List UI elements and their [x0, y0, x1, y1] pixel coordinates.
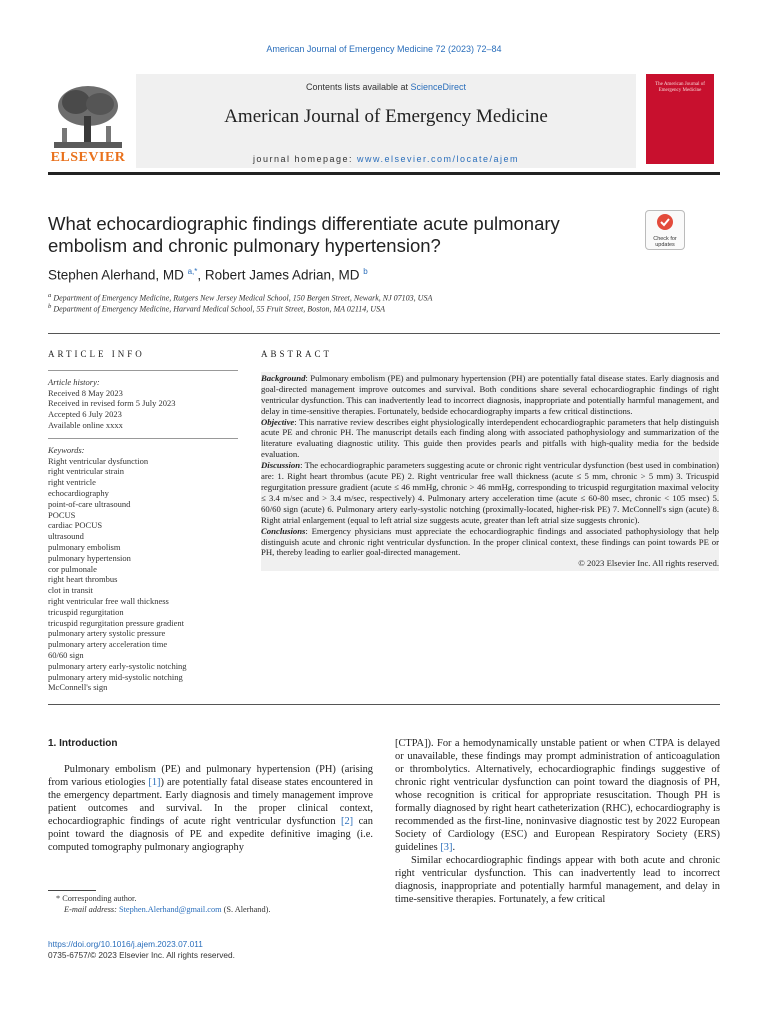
contents-prefix: Contents lists available at [305, 82, 411, 92]
journal-info-box [136, 74, 636, 168]
article-info-heading: ARTICLE INFO [48, 349, 145, 359]
paragraph-text: can point toward the diagnosis of PE and expedite definitive imaging (i.e. computed tomography pulmonary angiography [48, 816, 373, 853]
affiliation-mark: b [48, 303, 52, 310]
keyword: tricuspid regurgitation [48, 606, 124, 617]
abstract-text: : Emergency physicians must appreciate the echocardiographic findings and associated pathophysiology that help distinguish acute and chronic right ventricular dysfunction. In the proper clinical context, these findings can point towards PE or PH, thereby leading to earlier goal-directed management. [261, 525, 719, 558]
doi-link[interactable]: https://doi.org/10.1016/j.ajem.2023.07.011 [48, 939, 203, 949]
reference-link[interactable]: [3] [440, 842, 453, 853]
history-item: Available online xxxx [48, 419, 123, 430]
article-title: What echocardiographic findings differentiate acute pulmonary embolism and chronic pulmonary hypertension? [48, 213, 560, 256]
keyword: echocardiography [48, 487, 109, 498]
keyword: pulmonary embolism [48, 541, 121, 552]
abstract-heading: ABSTRACT [261, 349, 333, 359]
keyword: cardiac POCUS [48, 520, 103, 531]
keyword: POCUS [48, 509, 76, 520]
abstract-label: Conclusions [261, 525, 306, 536]
keyword: Right ventricular dysfunction [48, 455, 149, 466]
abstract-objective [261, 417, 719, 461]
elsevier-wordmark: ELSEVIER [50, 150, 126, 165]
keyword: pulmonary hypertension [48, 552, 131, 563]
homepage-prefix: journal homepage: [252, 154, 357, 164]
keyword: right heart thrombus [48, 574, 118, 585]
paragraph-text: [CTPA]). For a hemodynamically unstable patient or when CTPA is delayed or unavailable, these findings may prompt administration of anticoagulation or thrombolytics. Alternatively, echocardiographic findings suggestive of chronic right ventricular dysfunction can point toward the diagnosis of PH, whose recognition is critical for appropriate resuscitation. Though PH is formally diagnosed by right heart catheterization (RHC), echocardiography is recommended as the first-line, noninvasive diagnostic test by 2022 European Society of Cardiology (ESC) and European Respiratory Society (ERS) guidelines [395, 738, 720, 853]
doi-block [48, 939, 235, 961]
abstract [261, 349, 719, 571]
paragraph-text: . [452, 842, 456, 853]
keyword: pulmonary artery early-systolic notching [48, 660, 187, 671]
contents-line [136, 82, 636, 92]
affiliation-text: Department of Emergency Medicine, Harvard Medical School, 55 Fruit Street, Boston, MA 02114, USA [53, 304, 385, 314]
abstract-label: Discussion [261, 460, 301, 471]
affiliation-mark: a [48, 292, 52, 299]
journal-citation[interactable]: American Journal of Emergency Medicine 72 (2023) 72–84 [266, 44, 502, 54]
body-rule [48, 704, 720, 705]
footnote-rule [48, 890, 96, 891]
keyword: right ventricle [48, 477, 96, 488]
affiliation [48, 303, 385, 314]
footnote-text: Corresponding author. [60, 894, 137, 903]
reference-link[interactable]: [2] [341, 816, 354, 827]
journal-title: American Journal of Emergency Medicine [224, 106, 548, 127]
abstract-text: : This narrative review describes eight physiologically interdependent echocardiographic parameters that help distinguish acute PE and chronic PH. The manuscript details each finding along with associated pathophysiology and summarization of the literature evaluating diagnostic utility. This guide then provides pearls and pitfalls with high-quality media for the bedside evaluation. [261, 416, 719, 460]
history-item: Received 8 May 2023 [48, 387, 123, 398]
article-info [48, 349, 238, 693]
keyword: point-of-care ultrasound [48, 498, 131, 509]
author-affiliation-mark[interactable]: a,* [187, 267, 198, 276]
author-name[interactable]: Robert James Adrian, MD [204, 267, 360, 283]
affiliation [48, 292, 432, 303]
author-list: Stephen Alerhand, MD $^{a,*}$, Robert James Adrian, MD $^b$ [48, 267, 368, 283]
reference-link[interactable]: [1] [148, 777, 161, 788]
author-affiliation-mark[interactable]: b [363, 267, 368, 276]
header-rule [48, 172, 720, 175]
intro-paragraph: Similar echocardiographic findings appear with both acute and chronic right ventricular dysfunction. This can inadvertently lead to incorrect diagnosis, inappropriate and potentially harmful management, and delay in time-sensitive therapies. Fortunately, a few critical [395, 855, 720, 905]
history-item: Accepted 6 July 2023 [48, 409, 122, 420]
check-for-updates-button[interactable] [645, 210, 685, 250]
abstract-conclusions [261, 526, 719, 559]
intro-paragraph [48, 763, 373, 854]
cover-title: The American Journal of Emergency Medicine [655, 82, 705, 93]
keyword: McConnell's sign [48, 682, 108, 693]
info-rule [48, 333, 720, 334]
sciencedirect-link[interactable]: ScienceDirect [410, 82, 467, 92]
keywords-label: Keywords: [48, 444, 85, 455]
body-column-right [395, 737, 720, 906]
keyword: pulmonary artery mid-systolic notching [48, 671, 183, 682]
issn-line: 0735-6757/© 2023 Elsevier Inc. All rights reserved. [48, 950, 235, 960]
keyword: right ventricular strain [48, 466, 125, 477]
email-label: E-mail address: [64, 905, 119, 914]
footnote [48, 893, 373, 915]
journal-cover[interactable] [646, 74, 714, 164]
email-suffix: (S. Alerhand). [221, 905, 271, 914]
keyword: tricuspid regurgitation pressure gradient [48, 617, 185, 628]
check-updates-label: Check for updates [653, 236, 677, 248]
abstract-label: Objective [261, 416, 295, 427]
keyword: pulmonary artery acceleration time [48, 639, 168, 650]
abstract-label: Background [261, 372, 306, 383]
abstract-background [261, 373, 719, 417]
email-link[interactable]: Stephen.Alerhand@gmail.com [119, 905, 222, 914]
keyword: 60/60 sign [48, 649, 84, 660]
journal-header [48, 74, 720, 168]
intro-paragraph [395, 737, 720, 854]
abstract-text: : The echocardiographic parameters suggesting acute or chronic right ventricular dysfunction (best used in combination) are: 1. Right heart thrombus (acute PE) 2. Right ventricular free wall thickness (acute ≤ 5 mm, chronic > 5 mm) 3. Tricuspid regurgitation pressure gradient (acute ≤ 46 mmHg, chronic > 46 mmHg, corresponding to tricuspid regurgitation maximal velocity ≤ 3.4 m/sec and > 3.4 m/sec, respectively) 4. Pulmonary artery acceleration time (acute ≤ 60-80 msec, chronic < 105 msec) 5. 60/60 sign (acute) 6. Pulmonary artery early-systolic notching (proximally-located, higher-risk PE) 7. McConnell's sign (acute) 8. Right atrial enlargement (equal to left atrial size suggests acute, greater than left atrial size suggests chronic). [261, 460, 719, 525]
author-name[interactable]: Stephen Alerhand, MD [48, 267, 184, 283]
abstract-copyright: © 2023 Elsevier Inc. All rights reserved. [578, 558, 719, 569]
footnote-mark: * [56, 894, 61, 903]
history-label: Article history: [48, 376, 100, 387]
check-updates-icon [654, 213, 676, 231]
section-heading: 1. Introduction [48, 738, 118, 749]
keyword: pulmonary artery systolic pressure [48, 628, 166, 639]
homepage-link[interactable]: www.elsevier.com/locate/ajem [357, 154, 520, 164]
homepage-line [136, 154, 636, 164]
keyword: cor pulmonale [48, 563, 97, 574]
keyword: right ventricular free wall thickness [48, 595, 169, 606]
abstract-discussion [261, 460, 719, 525]
keyword: ultrasound [48, 531, 84, 542]
history-item: Received in revised form 5 July 2023 [48, 398, 176, 409]
keyword: clot in transit [48, 585, 93, 596]
affiliation-text: Department of Emergency Medicine, Rutgers New Jersey Medical School, 150 Bergen Street, Newark, NJ 07103, USA [53, 293, 433, 303]
abstract-text: : Pulmonary embolism (PE) and pulmonary hypertension (PH) are potentially fatal disease states. Early diagnosis and goal-directed management improve outcomes and survival. Both conditions share several echocardiographic findings of right ventricular dysfunction. This can inadvertently lead to incorrect diagnosis, inappropriate and potentially harmful management, and delay in time-sensitive therapies. Fortunately, bedside echocardiography imparts a few critical distinctions. [261, 372, 719, 416]
paragraph-text: Pulmonary embolism (PE) and pulmonary hypertension (PH) (arising from various etiologies [48, 764, 373, 788]
abstract-body [261, 372, 719, 571]
body-column-left [48, 737, 373, 854]
paragraph-text: ) are potentially fatal disease states encountered in the emergency department. Early diagnosis and timely management improve patient outcomes and survival. In the proper clinical context, echocardiographic findings of acute right ventricular dysfunction [48, 777, 374, 827]
